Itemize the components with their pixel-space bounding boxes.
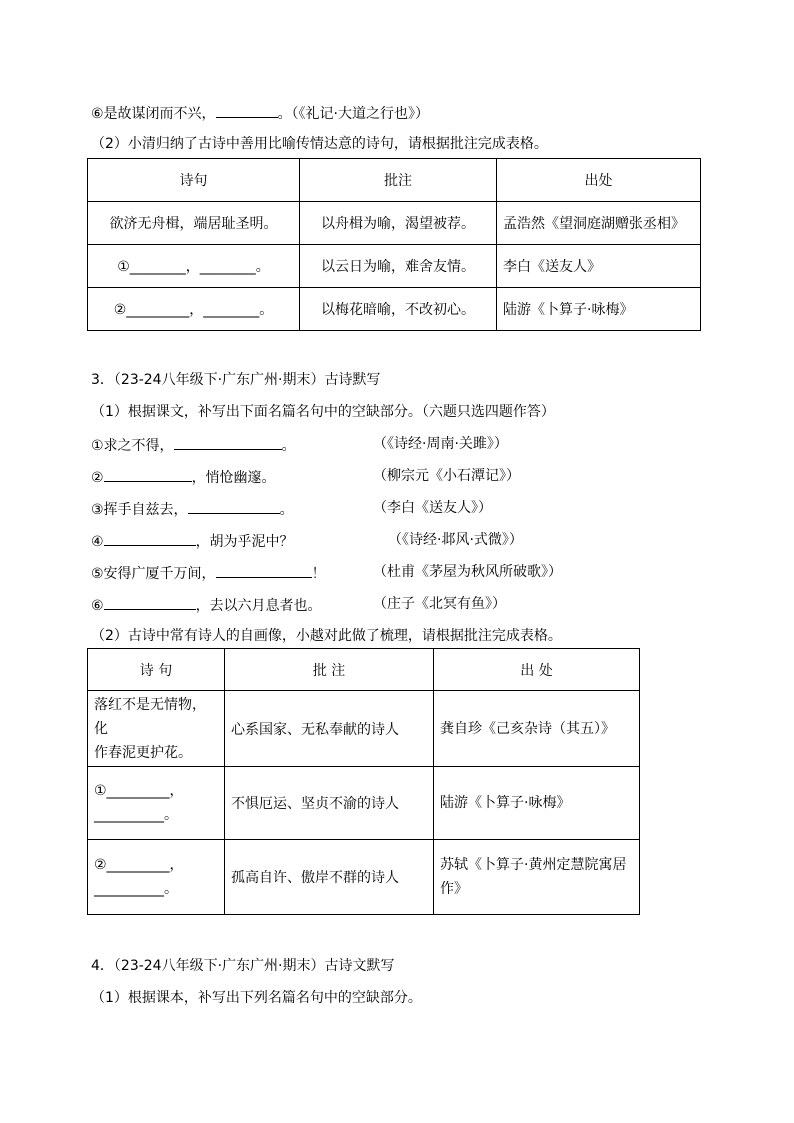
q3-self-portrait-table [87, 648, 640, 915]
poem-cell[interactable] [88, 767, 225, 840]
source-cell: 李白《送友人》 [497, 245, 701, 288]
q2-metaphor-table [87, 158, 701, 331]
source-line: 作》 [440, 881, 468, 897]
table-header-row [88, 159, 701, 202]
header-source: 出处 [497, 159, 701, 202]
q3-item-6-source: （庄子《北冥有鱼》） [373, 596, 506, 612]
poem-line: 作春泥更护花。 [94, 744, 192, 761]
source-cell: 陆游《卜算子·咏梅》 [497, 288, 701, 331]
q2-item-6 [91, 103, 429, 123]
source-line: 苏轼《卜算子·黄州定慧院寓居 [440, 857, 627, 873]
note-cell: 孤高自许、傲岸不群的诗人 [225, 840, 434, 915]
source-line: 龚自珍《己亥杂诗（其五）》 [440, 720, 615, 737]
q3-item-5-source: （杜甫《茅屋为秋风所破歌》） [373, 564, 562, 580]
q2-sub2-prompt: （2）小清归纳了古诗中善用比喻传情达意的诗句，请根据批注完成表格。 [91, 136, 548, 152]
header-note: 批注 [300, 159, 497, 202]
q3-item-3 [91, 499, 294, 519]
table-header-row [88, 649, 640, 691]
q3-item-4-source: （《诗经·邶风·式微》） [388, 532, 523, 548]
table-row [88, 288, 701, 331]
answer-blank[interactable] [104, 467, 192, 482]
header-poem: 诗句 [88, 159, 300, 202]
source-cell [434, 840, 640, 915]
item-prefix: ④ [91, 534, 104, 550]
q3-item-5 [91, 563, 326, 583]
item-prefix: ①求之不得， [91, 438, 174, 454]
q2-item-6-prefix: ⑥是故谋闭而不兴， [91, 106, 216, 122]
header-poem: 诗 句 [88, 649, 225, 691]
q3-item-6 [91, 595, 322, 615]
note-cell: 心系国家、无私奉献的诗人 [225, 691, 434, 767]
q3-item-4 [91, 531, 294, 551]
table-row [88, 202, 701, 245]
item-suffix: ，悄怆幽邃。 [191, 470, 276, 486]
item-prefix: ⑥ [91, 598, 104, 614]
note-cell: 以梅花暗喻，不改初心。 [300, 288, 497, 331]
item-prefix: ⑤安得广厦千万间， [91, 566, 216, 582]
table-row [88, 840, 640, 915]
item-prefix: ③挥手自兹去， [91, 502, 188, 518]
poem-cell [88, 691, 225, 767]
answer-blank[interactable] [188, 499, 280, 514]
q3-sub1-prompt: （1）根据课文，补写出下面名篇名句中的空缺部分。（六题只选四题作答） [91, 404, 555, 420]
q3-item-1-source: （《诗经·周南·关雎》） [373, 436, 508, 452]
poem-line: ②_________， [94, 857, 184, 873]
source-line: 陆游《卜算子·咏梅》 [440, 795, 571, 811]
item-suffix: ！ [311, 566, 326, 582]
answer-blank[interactable] [174, 435, 282, 450]
header-note: 批 注 [225, 649, 434, 691]
q3-title: 3．（23-24八年级下·广东广州·期末）古诗默写 [91, 372, 381, 388]
q2-item-6-suffix: 。（《礼记·大道之行也》） [277, 106, 430, 122]
note-cell: 以舟楫为喻，渴望被荐。 [300, 202, 497, 245]
table-row [88, 691, 640, 767]
item-suffix: ，去以六月息者也。 [195, 598, 322, 614]
q4-title: 4．（23-24八年级下·广东广州·期末）古诗文默写 [91, 958, 395, 974]
q3-item-3-source: （李白《送友人》） [373, 500, 492, 516]
q3-sub2-prompt: （2）古诗中常有诗人的自画像，小越对此做了梳理，请根据批注完成表格。 [91, 628, 562, 644]
poem-line: ①_________， [94, 783, 184, 799]
answer-blank[interactable] [104, 531, 196, 546]
header-source: 出 处 [434, 649, 640, 691]
poem-cell[interactable] [88, 840, 225, 915]
source-cell [434, 691, 640, 767]
poem-line: __________。 [94, 881, 178, 897]
source-cell: 孟浩然《望洞庭湖赠张丞相》 [497, 202, 701, 245]
poem-cell[interactable]: ②_________，________。 [88, 288, 300, 331]
q4-sub1-prompt: （1）根据课本，补写出下列名篇名句中的空缺部分。 [91, 990, 422, 1006]
table-row [88, 767, 640, 840]
q3-item-2-source: （柳宗元《小石潭记》） [373, 468, 520, 484]
note-cell: 不惧厄运、坚贞不渝的诗人 [225, 767, 434, 840]
item-suffix: 。 [281, 438, 296, 454]
poem-line: __________。 [94, 807, 178, 823]
poem-cell[interactable]: ①________，________。 [88, 245, 300, 288]
item-suffix: ，胡为乎泥中？ [195, 534, 294, 550]
answer-blank[interactable] [104, 595, 196, 610]
poem-line: 落红不是无情物，化 [94, 696, 206, 737]
table-row [88, 245, 701, 288]
item-prefix: ② [91, 470, 104, 486]
item-suffix: 。 [279, 502, 294, 518]
source-cell [434, 767, 640, 840]
q2-item-6-blank[interactable] [216, 103, 278, 118]
q3-item-2 [91, 467, 276, 487]
answer-blank[interactable] [216, 563, 312, 578]
q3-item-1 [91, 435, 296, 455]
poem-cell: 欲济无舟楫，端居耻圣明。 [88, 202, 300, 245]
note-cell: 以云日为喻，难舍友情。 [300, 245, 497, 288]
